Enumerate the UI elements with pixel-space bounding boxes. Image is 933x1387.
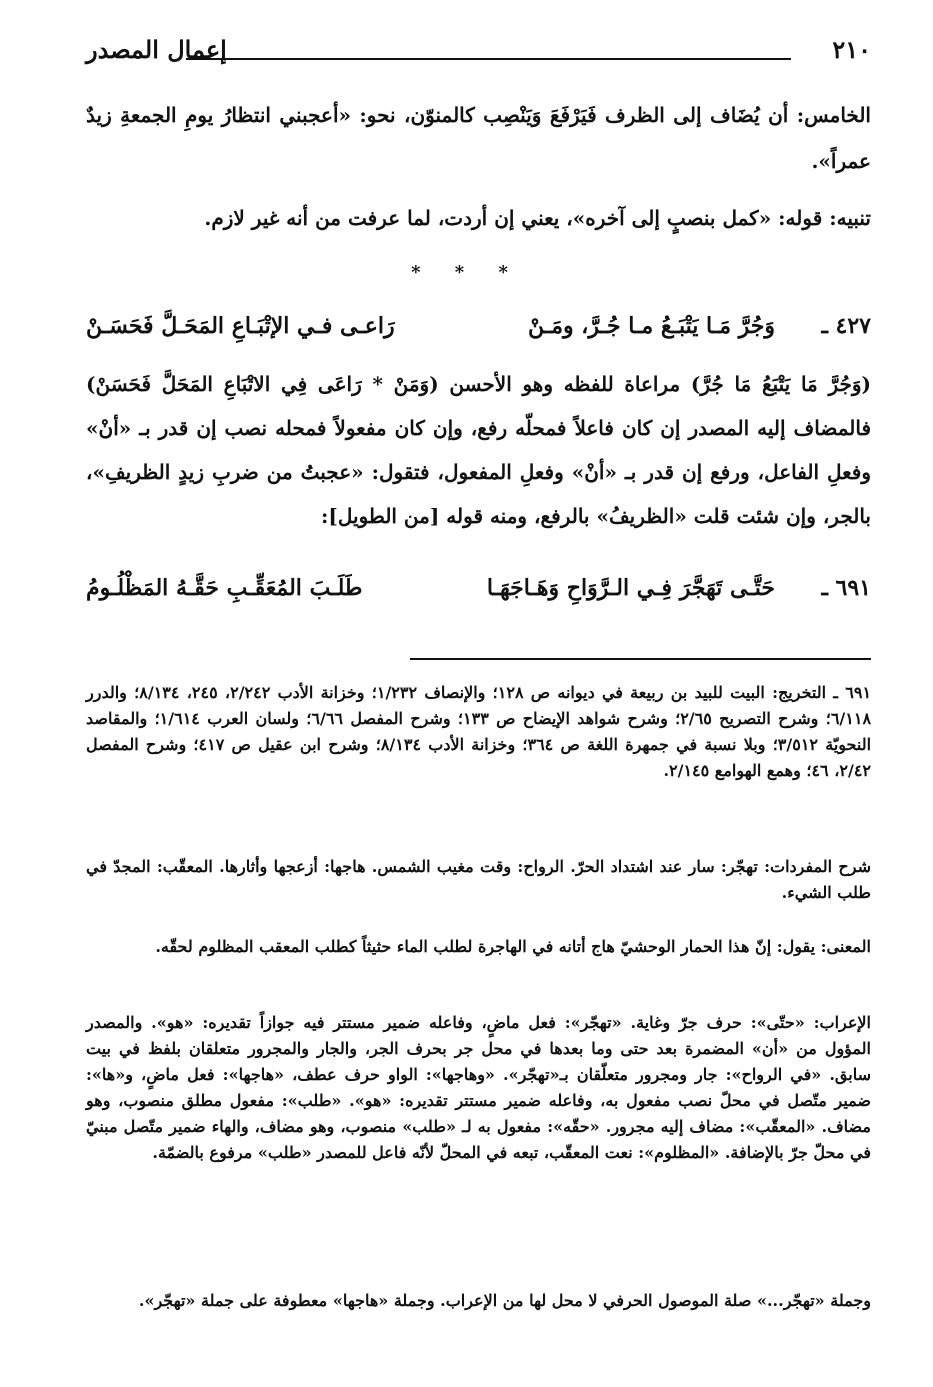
page-header xyxy=(86,34,871,66)
footnote-label: ٦٩١ ـ التخريج: xyxy=(772,683,872,702)
verse-number: ٦٩١ ـ xyxy=(821,575,871,601)
footnote-irab xyxy=(86,1010,871,1166)
footnote-text: تهجّر: سار عند اشتداد الحرّ. الرواح: وقت مغيب الشمس. هاجها: أزعجها وأثارها. المعقّب: المجدّ في طلب الشيء. xyxy=(86,857,871,902)
footnote-vocabulary xyxy=(86,854,871,906)
verse-427 xyxy=(86,306,871,346)
footnote-jumla: وجملة «تهجّر...» صلة الموصول الحرفي لا محل لها من الإعراب. وجملة «هاجها» معطوفة على جملة «تهجّر». xyxy=(138,1291,871,1310)
verse-first-half: وَجُرَّ مَـا يَتْبَـعُ مـا جُـرَّ، ومَـنْ xyxy=(528,313,775,339)
page-number: ٢١٠ xyxy=(832,35,871,64)
footnote-text: يقول: إنّ هذا الحمار الوحشيّ هاج أتانه في الهاجرة لطلب الماء حثيثاً كطلب المعقب المظلوم لحقّه. xyxy=(155,937,816,956)
running-title: إعمال المصدر xyxy=(86,35,227,64)
footnote-label: الإعراب: xyxy=(813,1013,871,1032)
section-separator: * * * xyxy=(411,262,522,283)
footnote-meaning xyxy=(86,934,871,960)
footnote-label: شرح المفردات: xyxy=(764,857,871,876)
footnote-text: البيت للبيد بن ربيعة في ديوانه ص ١٢٨؛ والإنصاف ١/٢٣٢؛ وخزانة الأدب ٢/٢٤٢، ٢٤٥، ٨/١٣٤؛ والدرر ٦/١١٨؛ وشرح التصريح ٢/٦٥؛ وشرح شواهد الإيضاح ص ١٣٣؛ وشرح المفصل ٦/٦٦؛ ولسان العرب ١/٦١٤؛ والمقاصد النحويّة ٣/٥١٢؛ وبلا نسبة في جمهرة اللغة ص ٣٦٤؛ وخزانة الأدب ٨/١٣٤؛ وشرح ابن عقيل ص ٤١٧؛ وشرح المفصل ٢/٤٢، ٤٦؛ وهمع الهوامع ٢/١٤٥. xyxy=(86,683,872,780)
verse-number: ٤٢٧ ـ xyxy=(821,313,871,339)
footnote-rule xyxy=(410,658,871,660)
footnote-text: «حتّى»: حرف جرّ وغاية. «تهجّر»: فعل ماضٍ، وفاعله ضمير مستتر فيه جوازاً تقديره: «هو». والمصدر المؤول من «أن» المضمرة بعد حتى وما بعدها في محل جر بحرف الجر، والجار والمجرور متعلقان بلفظ في بيت سابق. «في الرواح»: جار ومجرور متعلّقان بـ«تهجّر». «وهاجها»: الواو حرف عطف، «هاجها»: فعل ماضٍ، و«ها»: ضمير متّصل في محلّ نصب مفعول به، وفاعله ضمير مستتر تقديره: «هو». «طلب»: مفعول مطلق منصوب، وهو مضاف. «المعقّب»: مضاف إليه مجرور. «حقّه»: مفعول به لـ «طلب» منصوب، وهو مضاف، والهاء ضمير متّصل مبنيّ في محلّ جرّ بالإضافة. «المظلوم»: نعت المعقّب، تبعه في المحلّ لأنّه فاعل للمصدر «طلب» مرفوع بالضمّة. xyxy=(86,1013,872,1162)
paragraph-fifth: الخامس: أن يُضَاف إلى الظرف فَيَرْفَعَ وَيَنْصِب كالمنوّن، نحو: «أعجبني انتظارُ يومِ الجمعةِ زيدٌ عمراً». xyxy=(86,103,871,173)
paragraph-note: تنبيه: قوله: «كمل بنصبٍ إلى آخره»، يعني إن أردت، لما عرفت من أنه غير لازم. xyxy=(204,206,871,230)
verse-691 xyxy=(86,568,871,608)
footnote-takhrij xyxy=(86,680,871,784)
verse-second-half: طَلَـبَ المُعَقِّـبِ حَقَّـهُ المَظْلُـومُ xyxy=(86,575,363,601)
footnote-label: المعنى: xyxy=(820,937,871,956)
verse-first-half: حَتَّـى تَهَجَّرَ فِـي الـرَّوَاحِ وَهَـاجَهَـا xyxy=(486,575,775,601)
verse-second-half: رَاعـى فـي الإتْبَـاعِ المَحَـلَّ فَحَسَـنْ xyxy=(86,313,395,339)
header-rule xyxy=(186,58,791,60)
commentary-paragraph: (وَجُرَّ مَا يَتْبَعُ مَا جُرَّ) مراعاة للفظه وهو الأحسن (وَمَنْ * رَاعَى فِي الاتْبَاعِ المَحَلَّ فَحَسَنْ) فالمضاف إليه المصدر إن كان فاعلاً فمحلّه رفع، وإن كان مفعولاً فمحله نصب إن قدر بـ «أنْ» وفعلِ الفاعل، ورفع إن قدر بـ «أنْ» وفعلِ المفعول، فتقول: «عجبتُ من ضربِ زيدٍ الظريفِ»، بالجر، وإن شئت قلت «الظريفُ» بالرفع، ومنه قوله [من الطويل]: xyxy=(86,372,871,528)
